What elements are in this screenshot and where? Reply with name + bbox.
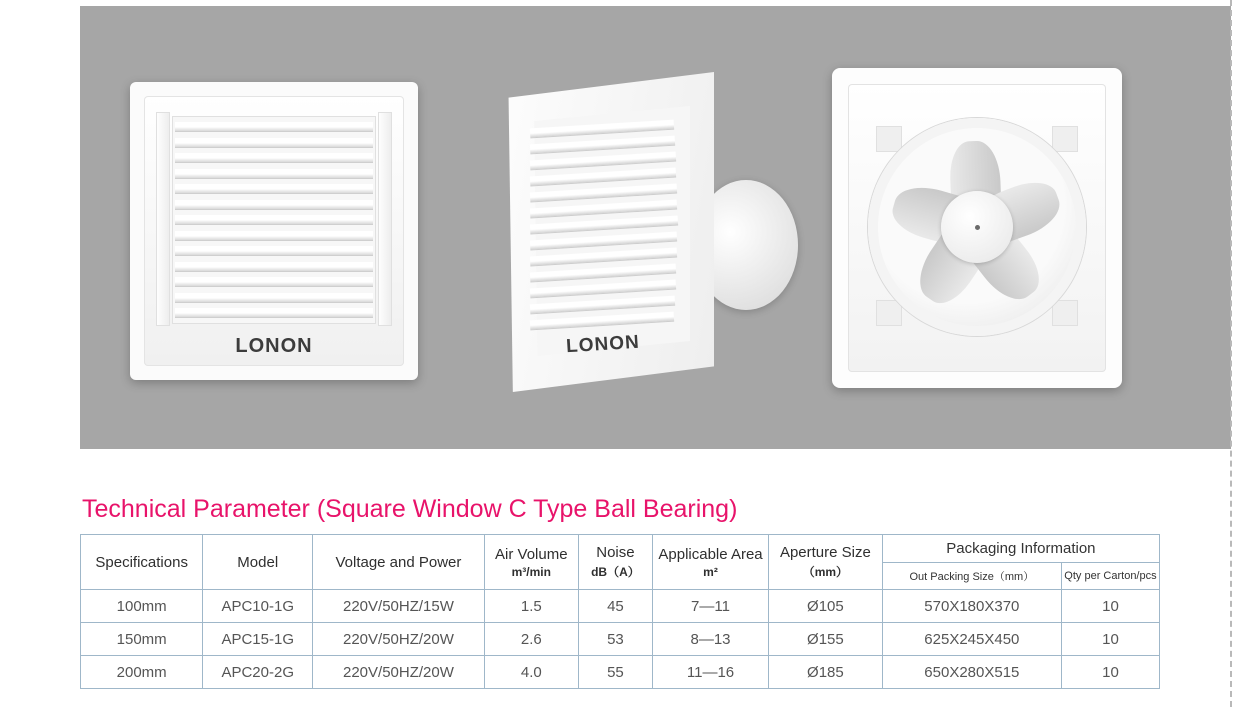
section-title: Technical Parameter (Square Window C Type Ball Bearing)	[82, 495, 738, 523]
cell-model: APC10-1G	[203, 590, 313, 623]
louver-slat	[175, 184, 373, 194]
fan-blade-ring	[868, 118, 1086, 336]
cell-out-packing-size: 570X180X370	[882, 590, 1061, 623]
cell-noise: 55	[578, 656, 652, 689]
cell-voltage-power: 220V/50HZ/20W	[313, 623, 485, 656]
header-noise-unit: dB（A）	[591, 565, 640, 579]
louver-slat	[175, 138, 373, 148]
fan-front-left-rail	[156, 112, 170, 326]
brand-logo-front: LONON	[235, 335, 313, 357]
fan-rear-corner-tr	[1052, 126, 1078, 152]
louver-slat	[175, 308, 373, 318]
fan-hub	[941, 191, 1013, 263]
cell-applicable-area: 8—13	[653, 623, 769, 656]
louver-slat	[175, 277, 373, 287]
table-row	[81, 656, 1160, 689]
table-header-row	[81, 535, 1160, 563]
cell-out-packing-size: 650X280X515	[882, 656, 1061, 689]
header-model: Model	[203, 535, 313, 590]
cell-model: APC15-1G	[203, 623, 313, 656]
fan-rear-corner-bl	[876, 300, 902, 326]
header-air-volume	[484, 535, 578, 590]
louver-slat	[175, 262, 373, 272]
fan-front-right-rail	[378, 112, 392, 326]
header-noise	[578, 535, 652, 590]
cell-model: APC20-2G	[203, 656, 313, 689]
louver-slat	[175, 231, 373, 241]
fan-hub-center-dot	[975, 225, 980, 230]
header-out-packing-size: Out Packing Size（mm）	[882, 562, 1061, 590]
cell-qty-per-carton: 10	[1061, 656, 1159, 689]
header-voltage-power: Voltage and Power	[313, 535, 485, 590]
header-packaging-information: Packaging Information	[882, 535, 1159, 563]
header-aperture-size-label: Aperture Size	[779, 544, 871, 561]
table-row	[81, 590, 1160, 623]
brand-logo-angled: LONON	[565, 331, 641, 358]
cell-specifications: 200mm	[81, 656, 203, 689]
cell-aperture-size: Ø155	[769, 623, 883, 656]
header-applicable-area-unit: m²	[703, 564, 718, 579]
louver-slat	[175, 122, 373, 132]
cell-voltage-power: 220V/50HZ/20W	[313, 656, 485, 689]
fan-rear-corner-tl	[876, 126, 902, 152]
fan-rear-corner-br	[1052, 300, 1078, 326]
cell-noise: 45	[578, 590, 652, 623]
cell-qty-per-carton: 10	[1061, 623, 1159, 656]
cell-specifications: 150mm	[81, 623, 203, 656]
header-air-volume-unit: m³/min	[511, 564, 551, 579]
cell-air-volume: 4.0	[484, 656, 578, 689]
fan-rear-view-image	[832, 68, 1122, 388]
fan-front-view-image	[130, 82, 418, 380]
header-aperture-size	[769, 535, 883, 590]
header-applicable-area-label: Applicable Area	[658, 545, 763, 563]
header-air-volume-label: Air Volume	[495, 545, 568, 563]
header-aperture-size-unit: （mm）	[802, 565, 849, 579]
cell-noise: 53	[578, 623, 652, 656]
cell-aperture-size: Ø185	[769, 656, 883, 689]
cell-aperture-size: Ø105	[769, 590, 883, 623]
cell-specifications: 100mm	[81, 590, 203, 623]
table-body	[81, 590, 1160, 689]
page-edge-guide	[1230, 0, 1233, 707]
header-qty-per-carton: Qty per Carton/pcs	[1061, 562, 1159, 590]
cell-applicable-area: 11—16	[653, 656, 769, 689]
table-header	[81, 535, 1160, 590]
louver-slat	[175, 200, 373, 210]
table-row	[81, 623, 1160, 656]
cell-air-volume: 1.5	[484, 590, 578, 623]
cell-qty-per-carton: 10	[1061, 590, 1159, 623]
header-applicable-area	[653, 535, 769, 590]
cell-voltage-power: 220V/50HZ/15W	[313, 590, 485, 623]
cell-out-packing-size: 625X245X450	[882, 623, 1061, 656]
cell-applicable-area: 7—11	[653, 590, 769, 623]
fan-front-louver-area	[172, 116, 376, 324]
header-noise-label: Noise	[596, 544, 635, 561]
fan-angled-view-image	[500, 72, 800, 392]
louver-slat	[175, 246, 373, 256]
product-photo-banner	[80, 6, 1231, 449]
louver-slat	[175, 215, 373, 225]
louver-slat	[175, 153, 373, 163]
cell-air-volume: 2.6	[484, 623, 578, 656]
louver-slat	[175, 293, 373, 303]
technical-parameter-table	[80, 534, 1160, 689]
header-specifications: Specifications	[81, 535, 203, 590]
louver-slat	[175, 169, 373, 179]
